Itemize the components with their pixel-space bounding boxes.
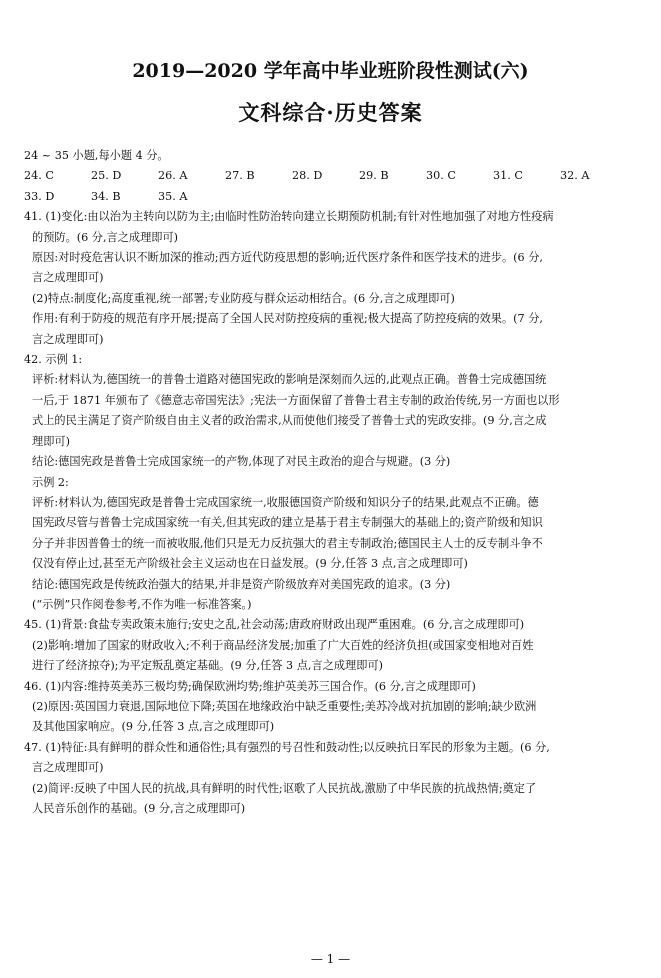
mc-answers-row-2 [24,187,648,207]
answer-line: (2)原因:英国国力衰退,国际地位下降;英国在地缘政治中缺乏重要性;美苏冷战对抗加剧的影响;缺少欧洲 [32,699,537,713]
answer-line: 47. (1)特征:具有鲜明的群众性和通俗性;具有强烈的号召性和鼓动性;以反映抗日军民的形象为主题。(6 分, [24,740,550,754]
mc-answer: 32. A [560,169,590,183]
answer-line: 人民音乐创作的基础。(9 分,言之成理即可) [32,802,246,815]
mc-answer: 33. D [24,189,55,203]
mc-answer: 27. B [225,169,255,183]
answer-line: (“示例”只作阅卷参考,不作为唯一标准答案。) [32,597,252,611]
answer-line: 结论:德国宪政是传统政治强大的结果,并非是资产阶级放弃对美国宪政的追求。(3 分) [32,577,451,591]
answer-line: 的预防。(6 分,言之成理即可) [32,230,179,244]
answer-line: 言之成理即可) [32,332,104,346]
mc-answer: 29. B [359,169,389,183]
answer-line: 国宪政尽管与普鲁士完成国家统一有关,但其宪政的建立是基于君主专制强大的基础上的;资产阶级和知识 [32,516,543,530]
answer-line: 42. 示例 1: [24,353,83,367]
answer-line: 式上的民主满足了资产阶级自由主义者的政治需求,从而使他们接受了普鲁士式的宪政安排。(9 分,言之成 [32,414,547,428]
question-45-answer [24,615,648,676]
document-title: 2019—2020 学年高中毕业班阶段性测试(六) [132,60,529,82]
mc-answer: 35. A [158,189,188,203]
page-number: — 1 — [310,952,351,966]
mc-intro: 24 ~ 35 小题,每小题 4 分。 [24,149,169,162]
answer-line: 理即可) [32,434,70,448]
answer-line: 仅没有停止过,甚至无产阶级社会主义运动也在日益发展。(9 分,任答 3 点,言之成理即可) [32,557,468,571]
answer-line: 作用:有利于防疫的规范有序开展;提高了全国人民对防控疫病的重视;极大提高了防控疫病的效果。(7 分, [32,312,543,326]
answer-line: (2)影响:增加了国家的财政收入;不利于商品经济发展;加重了广大百姓的经济负担(或国家变相地对百姓 [32,638,534,652]
answer-line: 示例 2: [32,475,69,489]
answer-line: 46. (1)内容:维持英美苏三极均势;确保欧洲均势;维护英美苏三国合作。(6 分,言之成理即可) [24,679,476,693]
mc-answer: 28. D [292,169,323,183]
answer-line: 言之成理即可) [32,271,104,285]
question-47-answer [24,738,648,820]
answer-content [24,146,648,819]
question-41-answer [24,207,648,350]
answer-line: 评析:材料认为,德国统一的普鲁士道路对德国宪政的影响是深刻而久远的,此观点正确。普鲁士完成德国统 [32,373,547,387]
answer-line: 41. (1)变化:由以治为主转向以防为主;由临时性防治转向建立长期预防机制;有针对性地加强了对地方性疫病 [24,210,554,224]
answer-line: 进行了经济掠夺);为平定叛乱奠定基础。(9 分,任答 3 点,言之成理即可) [32,659,383,673]
answer-line: 分子并非因普鲁士的统一而被收服,他们只是无力反抗强大的君主专制政治;德国民主人士的反专制斗争不 [32,536,543,550]
document-subtitle: 文科综合·历史答案 [238,100,423,125]
answer-line: 结论:德国宪政是普鲁士完成国家统一的产物,体现了对民主政治的迎合与规避。(3 分) [32,455,451,469]
answer-line: (2)特点:制度化;高度重视,统一部署;专业防疫与群众运动相结合。(6 分,言之成理即可) [32,291,455,305]
answer-line: 言之成理即可) [32,761,104,775]
mc-answer: 34. B [91,189,121,203]
question-46-answer [24,677,648,738]
answer-line: 45. (1)背景:食盐专卖政策未施行;安史之乱,社会动荡;唐政府财政出现严重困难。(6 分,言之成理即可) [24,618,525,632]
answer-line: 评析:材料认为,德国宪政是普鲁士完成国家统一,收服德国资产阶级和知识分子的结果,此观点不正确。德 [32,495,539,509]
mc-answer: 25. D [91,169,122,183]
mc-answer: 31. C [493,169,523,183]
mc-answer: 24. C [24,169,54,183]
answer-line: 及其他国家响应。(9 分,任答 3 点,言之成理即可) [32,720,275,734]
mc-answer: 30. C [426,169,456,183]
mc-answer: 26. A [158,169,188,183]
question-42-answer [24,350,648,615]
mc-answers-row-1 [24,166,648,186]
answer-line: 一后,于 1871 年颁布了《德意志帝国宪法》;宪法一方面保留了普鲁士君主专制的政治传统,另一方面也以形 [32,393,560,407]
answer-line: (2)简评:反映了中国人民的抗战,具有鲜明的时代性;讴歌了人民抗战,激励了中华民族的抗战热情;奠定了 [32,781,537,795]
answer-line: 原因:对时疫危害认识不断加深的推动;西方近代防疫思想的影响;近代医疗条件和医学技术的进步。(6 分, [32,251,543,265]
